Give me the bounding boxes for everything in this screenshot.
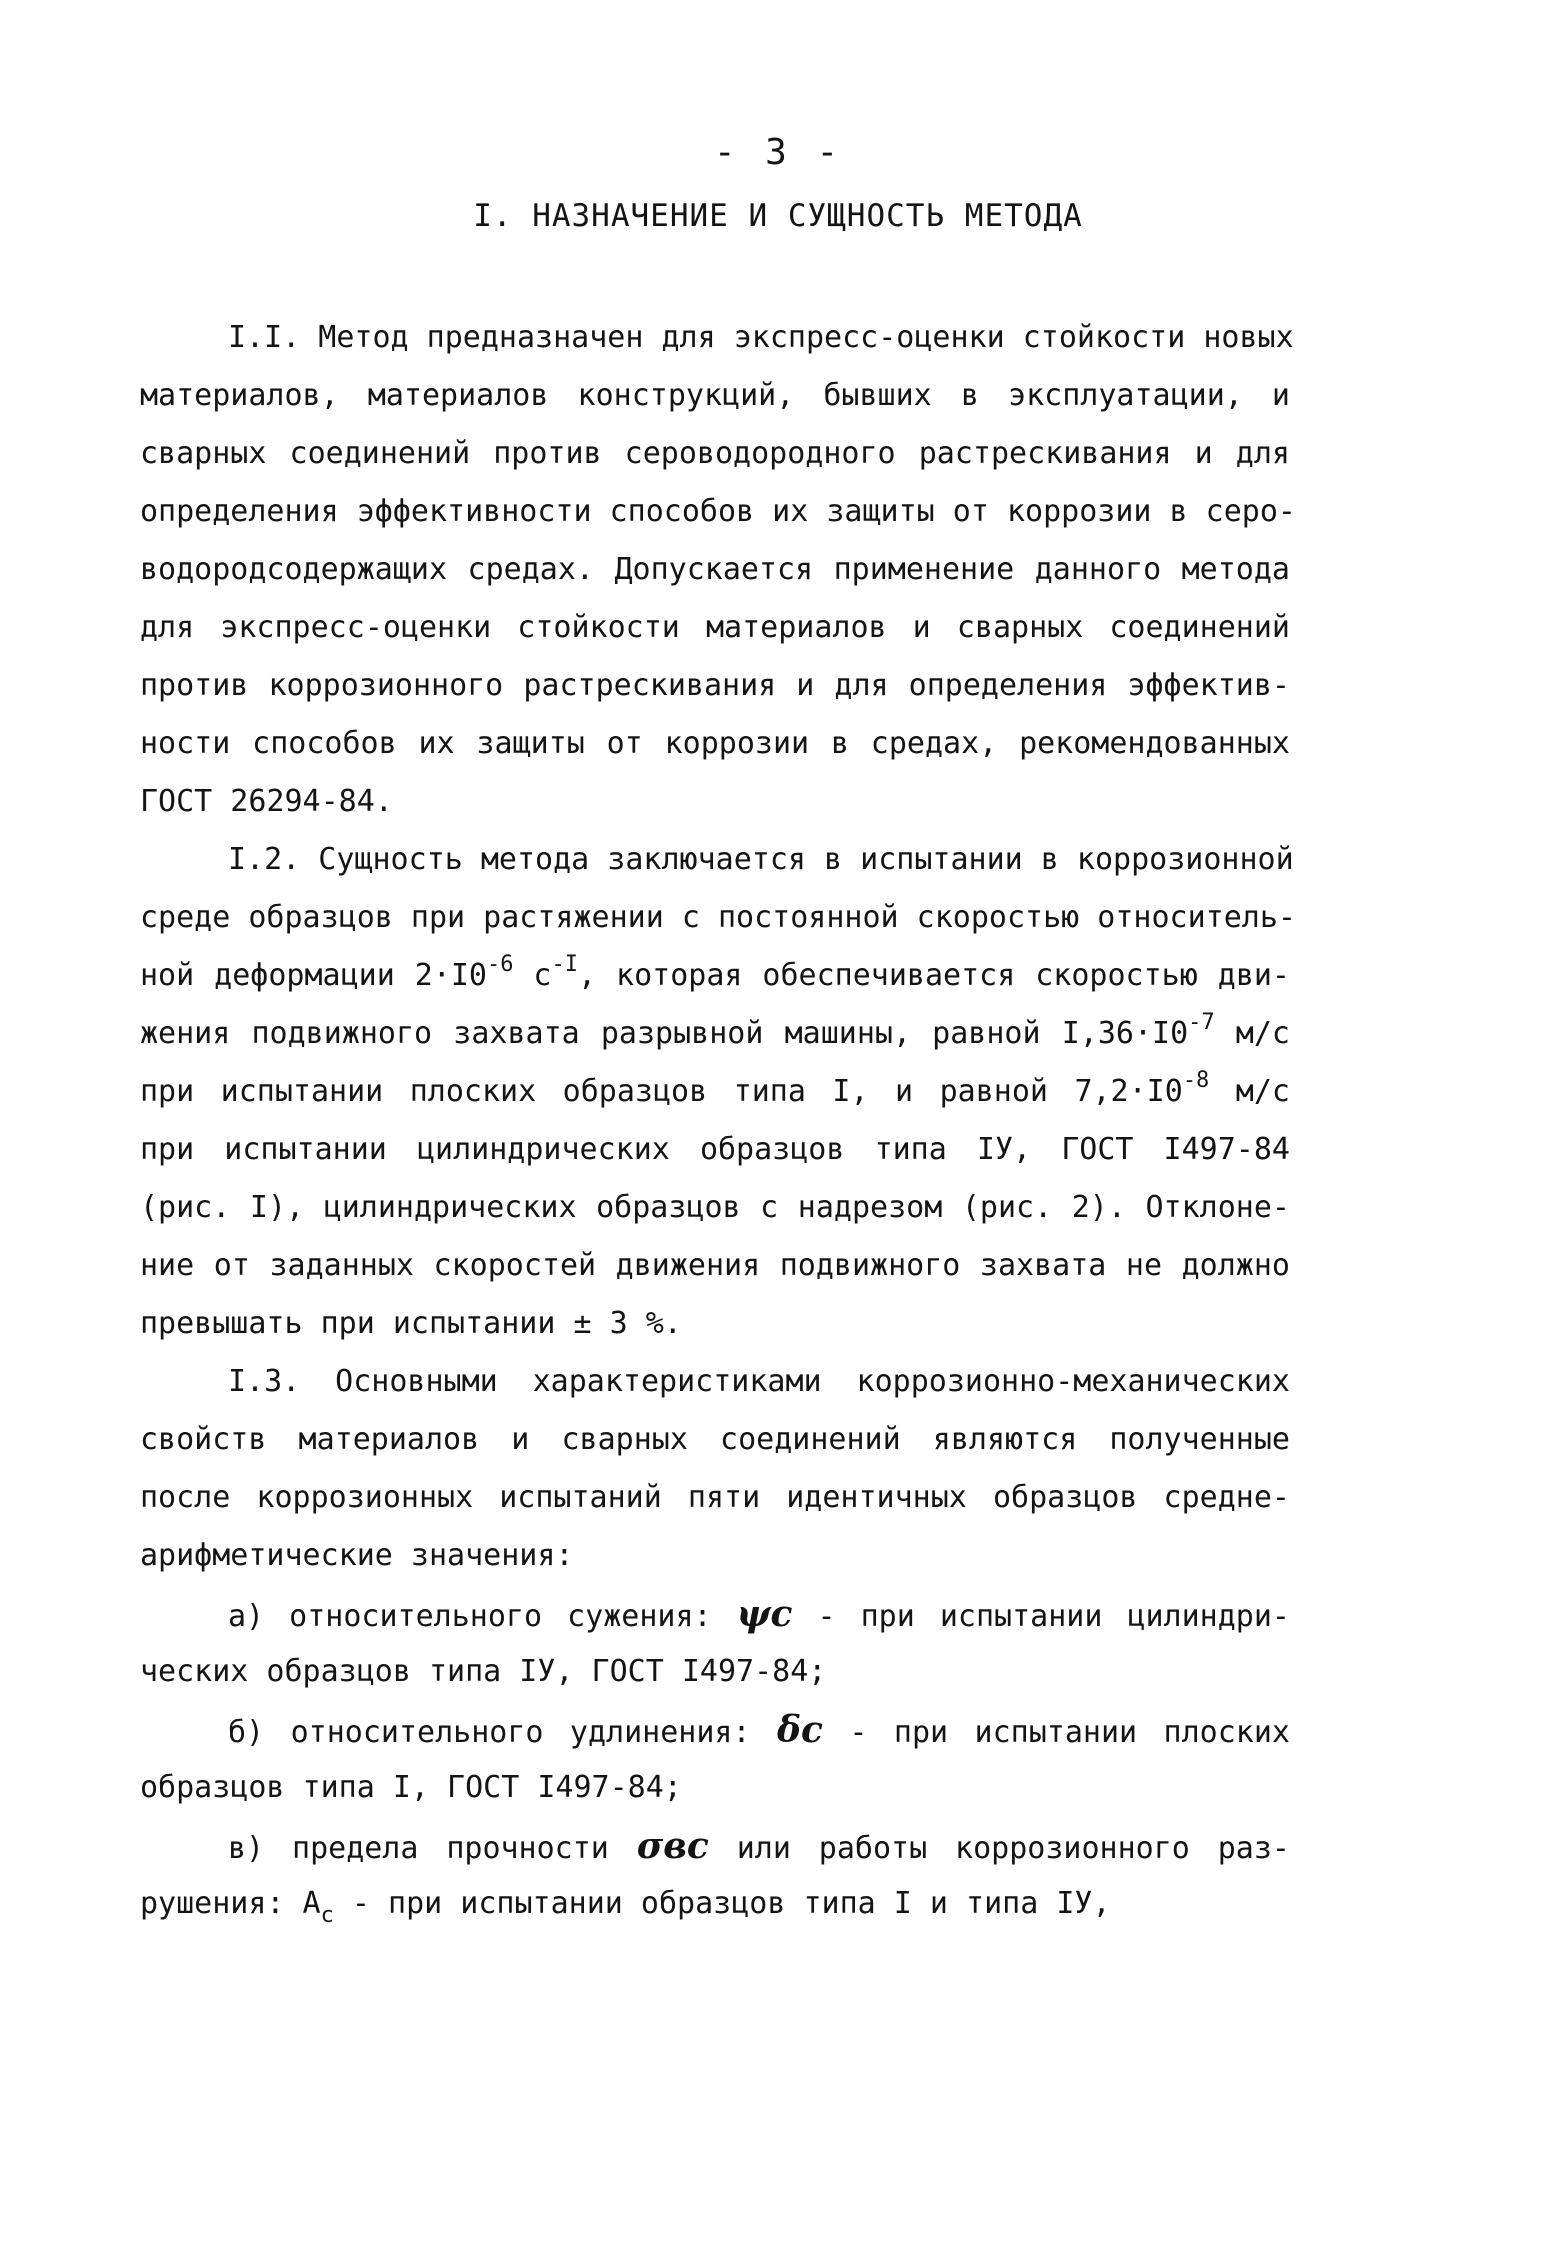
- text-segment: рушения: A: [140, 1886, 321, 1921]
- text-segment: б) относительного удлинения:: [228, 1715, 777, 1750]
- text-segment: или работы коррозионного раз-: [708, 1831, 1290, 1866]
- text-segment: - при испытании плоских: [822, 1715, 1290, 1750]
- paragraph-1-1-line-6: для экспресс-оценки стойкости материалов и сварных соединений: [140, 610, 1290, 645]
- text-segment: м/с: [1209, 1074, 1290, 1109]
- paragraph-1-2-line-8: ние от заданных скоростей движения подвижного захвата не должно: [140, 1248, 1290, 1283]
- text-segment: - при испытании образцов типа I и типа IУ,: [333, 1886, 1111, 1921]
- item-a-line-2: ческих образцов типа IУ, ГОСТ I497-84;: [140, 1654, 827, 1689]
- paragraph-1-2-line-3: [140, 954, 1290, 998]
- paragraph-1-1-line-9: ГОСТ 26294-84.: [140, 784, 393, 819]
- subscript: c: [320, 1903, 334, 1928]
- paragraph-1-1-line-4: определения эффективности способов их защиты от коррозии в серо-: [140, 494, 1296, 529]
- paragraph-1-1-line-3: сварных соединений против сероводородного растрескивания и для: [140, 436, 1290, 471]
- paragraph-1-1-line-1: I.I. Метод предназначен для экспресс-оценки стойкости новых: [228, 320, 1294, 355]
- paragraph-1-2-line-5: [140, 1070, 1290, 1114]
- paragraph-1-3-line-1: I.3. Основными характеристиками коррозионно-механических: [228, 1364, 1290, 1399]
- superscript: -6: [486, 952, 514, 977]
- paragraph-1-1-line-7: против коррозионного растрескивания и для определения эффектив-: [140, 668, 1290, 703]
- text-segment: а) относительного сужения:: [228, 1599, 737, 1634]
- text-segment: при испытании плоских образцов типа I, и равной 7,2·I0: [140, 1074, 1183, 1109]
- paragraph-1-2-line-1: I.2. Сущность метода заключается в испытании в коррозионной: [228, 842, 1294, 877]
- paragraph-1-2-line-7: (рис. I), цилиндрических образцов с надрезом (рис. 2). Отклоне-: [140, 1190, 1290, 1225]
- paragraph-1-3-line-4: арифметические значения:: [140, 1538, 574, 1573]
- item-a-line-1: [228, 1592, 1290, 1636]
- item-b-line-2: образцов типа I, ГОСТ I497-84;: [140, 1770, 682, 1805]
- paragraph-1-2-line-4: [140, 1012, 1290, 1056]
- text-segment: м/с: [1214, 1016, 1290, 1051]
- text-segment: ной деформации 2·I0: [140, 958, 487, 993]
- text-segment: , которая обеспечивается скоростью дви-: [578, 958, 1290, 993]
- paragraph-1-2-line-9: превышать при испытании ± 3 %.: [140, 1306, 682, 1341]
- text-segment: жения подвижного захвата разрывной машины, равной I,36·I0: [140, 1016, 1189, 1051]
- paragraph-1-3-line-3: после коррозионных испытаний пяти идентичных образцов средне-: [140, 1480, 1290, 1515]
- text-segment: - при испытании цилиндри-: [792, 1599, 1290, 1634]
- delta-symbol: δc: [776, 1709, 823, 1751]
- text-segment: с: [513, 958, 552, 993]
- superscript: -I: [551, 952, 578, 977]
- psi-symbol: ψc: [736, 1593, 793, 1635]
- paragraph-1-1-line-5: водородсодержащих средах. Допускается применение данного метода: [140, 552, 1290, 587]
- text-segment: в) предела прочности: [228, 1831, 637, 1866]
- paragraph-1-1-line-2: материалов, материалов конструкций, бывших в эксплуатации, и: [140, 378, 1290, 413]
- paragraph-1-1-line-8: ности способов их защиты от коррозии в средах, рекомендованных: [140, 726, 1290, 761]
- item-c-line-1: [228, 1824, 1290, 1868]
- superscript: -8: [1182, 1068, 1210, 1093]
- paragraph-1-3-line-2: свойств материалов и сварных соединений являются полученные: [140, 1422, 1290, 1457]
- sigma-symbol: σвс: [636, 1825, 709, 1867]
- paragraph-1-2-line-6: при испытании цилиндрических образцов типа IУ, ГОСТ I497-84: [140, 1132, 1290, 1167]
- page-number: - 3 -: [713, 132, 843, 173]
- paragraph-1-2-line-2: среде образцов при растяжении с постоянной скоростью относитель-: [140, 900, 1296, 935]
- item-b-line-1: [228, 1708, 1290, 1752]
- item-c-line-2: [140, 1882, 1290, 1926]
- section-title: I. НАЗНАЧЕНИЕ И СУЩНОСТЬ МЕТОДА: [473, 198, 1083, 234]
- superscript: -7: [1188, 1010, 1215, 1035]
